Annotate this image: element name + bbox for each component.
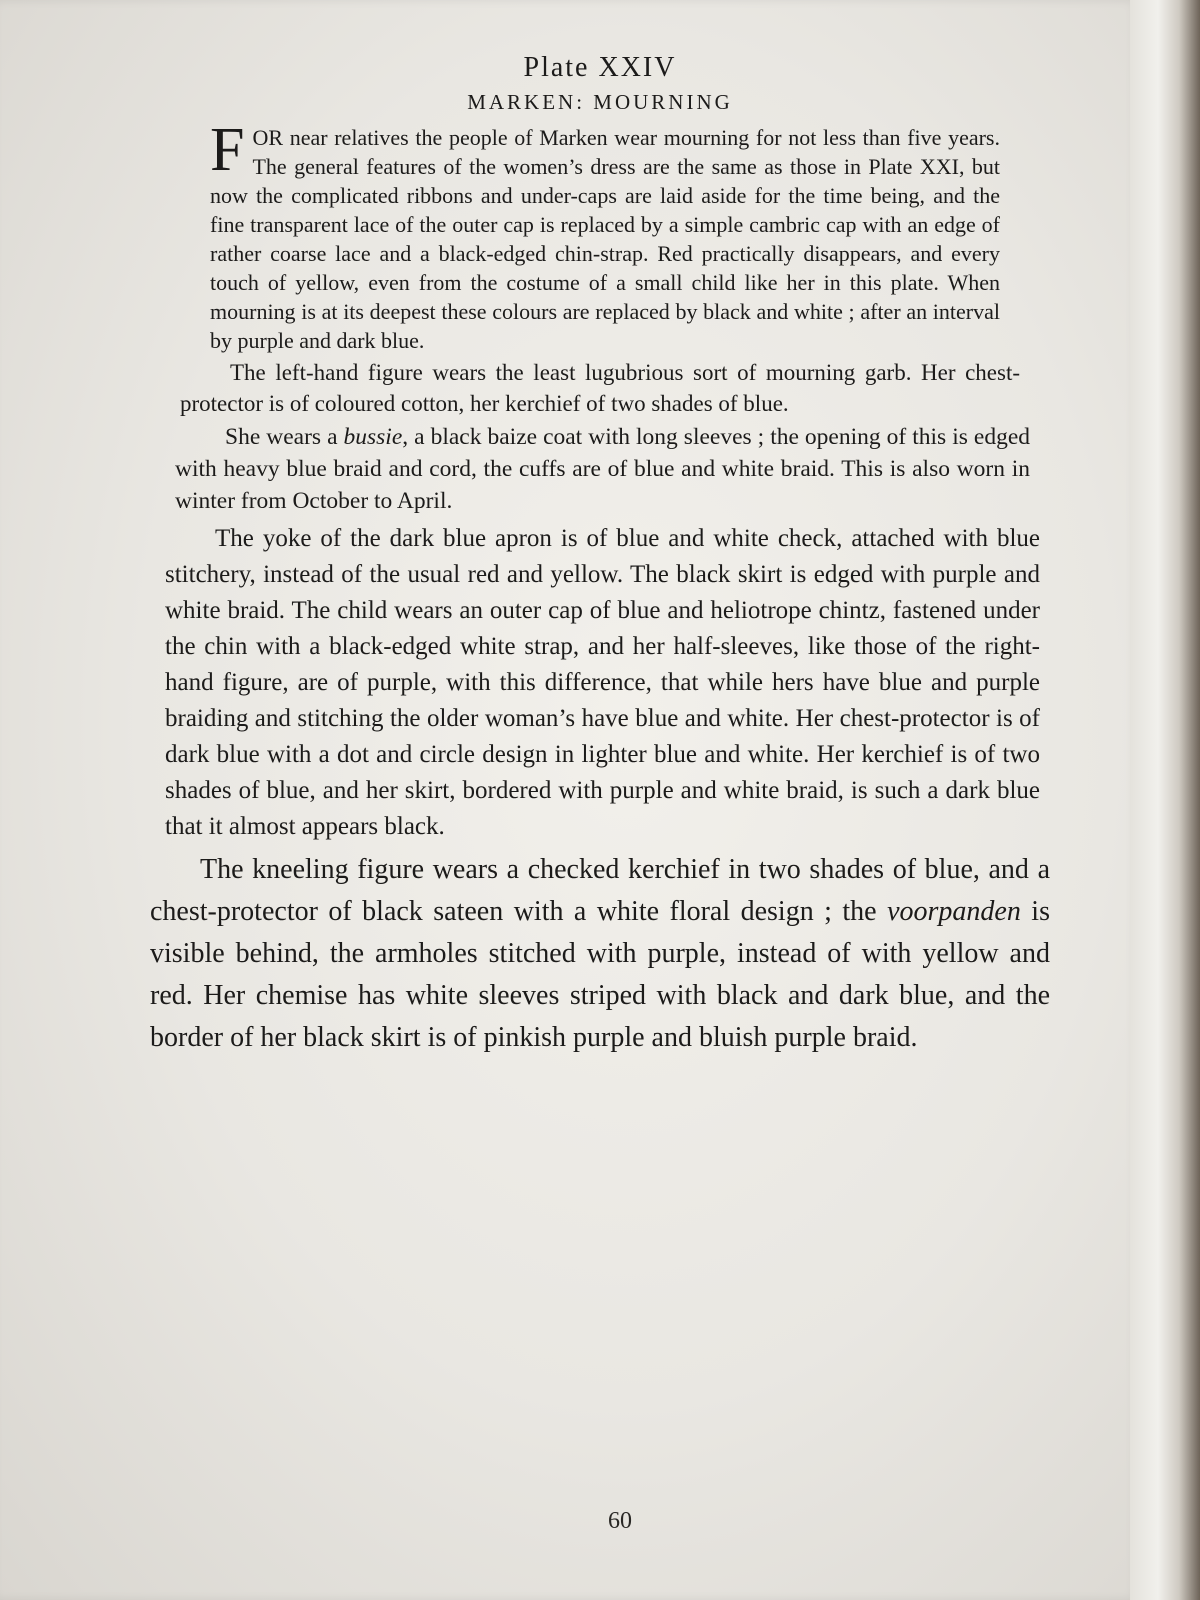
term-voorpanden: voorpanden — [887, 896, 1021, 927]
paragraph-1-text: near relatives the people of Marken wear mourning for not less than five years. The general features of the women’s dress are the same as those in Plate XXI, but now the complicated ribbons and under-caps are laid aside for the time being, and the fine transparent lace of the outer cap is replaced by a simple cambric cap with an edge of rather coarse lace and a black-edged chin-strap. Red practically disappears, and every touch of yellow, even from the costume of a small child like her in this plate. When mourning is at its deepest these colours are replaced by black and white ; after an interval by purple and dark blue. — [210, 125, 1000, 353]
paragraph-3-before: She wears a — [225, 424, 344, 450]
plate-subtitle: MARKEN: MOURNING — [467, 90, 733, 114]
drop-cap: F — [210, 116, 245, 184]
paragraph-5 — [150, 849, 1050, 1059]
paragraph-5-after: is visible behind, the armholes stitched with purple, instead of with yellow and red. Her chemise has white sleeves striped with black and dark blue, and the border of her black skirt is of pinkish purple and bluish purple braid. — [150, 896, 1050, 1053]
paragraph-3 — [150, 421, 1050, 517]
paragraph-4: The yoke of the dark blue apron is of blue and white check, attached with blue stitchery, instead of the usual red and yellow. The black skirt is edged with purple and white braid. The child wears an outer cap of blue and heliotrope chintz, fastened under the chin with a black-edged white strap, and her half-sleeves, like those of the right-hand figure, are of purple, with this difference, that while hers have blue and purple braiding and stitching the older woman’s have blue and white. Her chest-protector is of dark blue with a dot and circle design in lighter blue and white. Her kerchief is of two shades of blue, and her skirt, bordered with purple and white braid, is such a dark blue that it almost appears black. — [165, 525, 1040, 840]
paragraph-5-before: The kneeling figure wears a checked kerchief in two shades of blue, and a chest-protector of black sateen with a white floral design ; the — [150, 854, 1050, 927]
page-content — [150, 52, 1050, 1059]
paragraph-2: The left-hand figure wears the least lugubrious sort of mourning garb. Her chest-protector is of coloured cotton, her kerchief of two shades of blue. — [180, 360, 1020, 416]
paragraph-3-after: , a black baize coat with long sleeves ; the opening of this is edged with heavy blue braid and cord, the cuffs are of blue and white braid. This is also worn in winter from October to April. — [175, 424, 1030, 514]
page-number: 60 — [608, 1508, 632, 1534]
term-bussie: bussie — [343, 424, 403, 450]
paragraph-1 — [150, 116, 1050, 355]
page-edge — [1130, 0, 1200, 1600]
plate-title: Plate XXIV — [523, 52, 677, 83]
lead-in: OR — [252, 125, 284, 150]
